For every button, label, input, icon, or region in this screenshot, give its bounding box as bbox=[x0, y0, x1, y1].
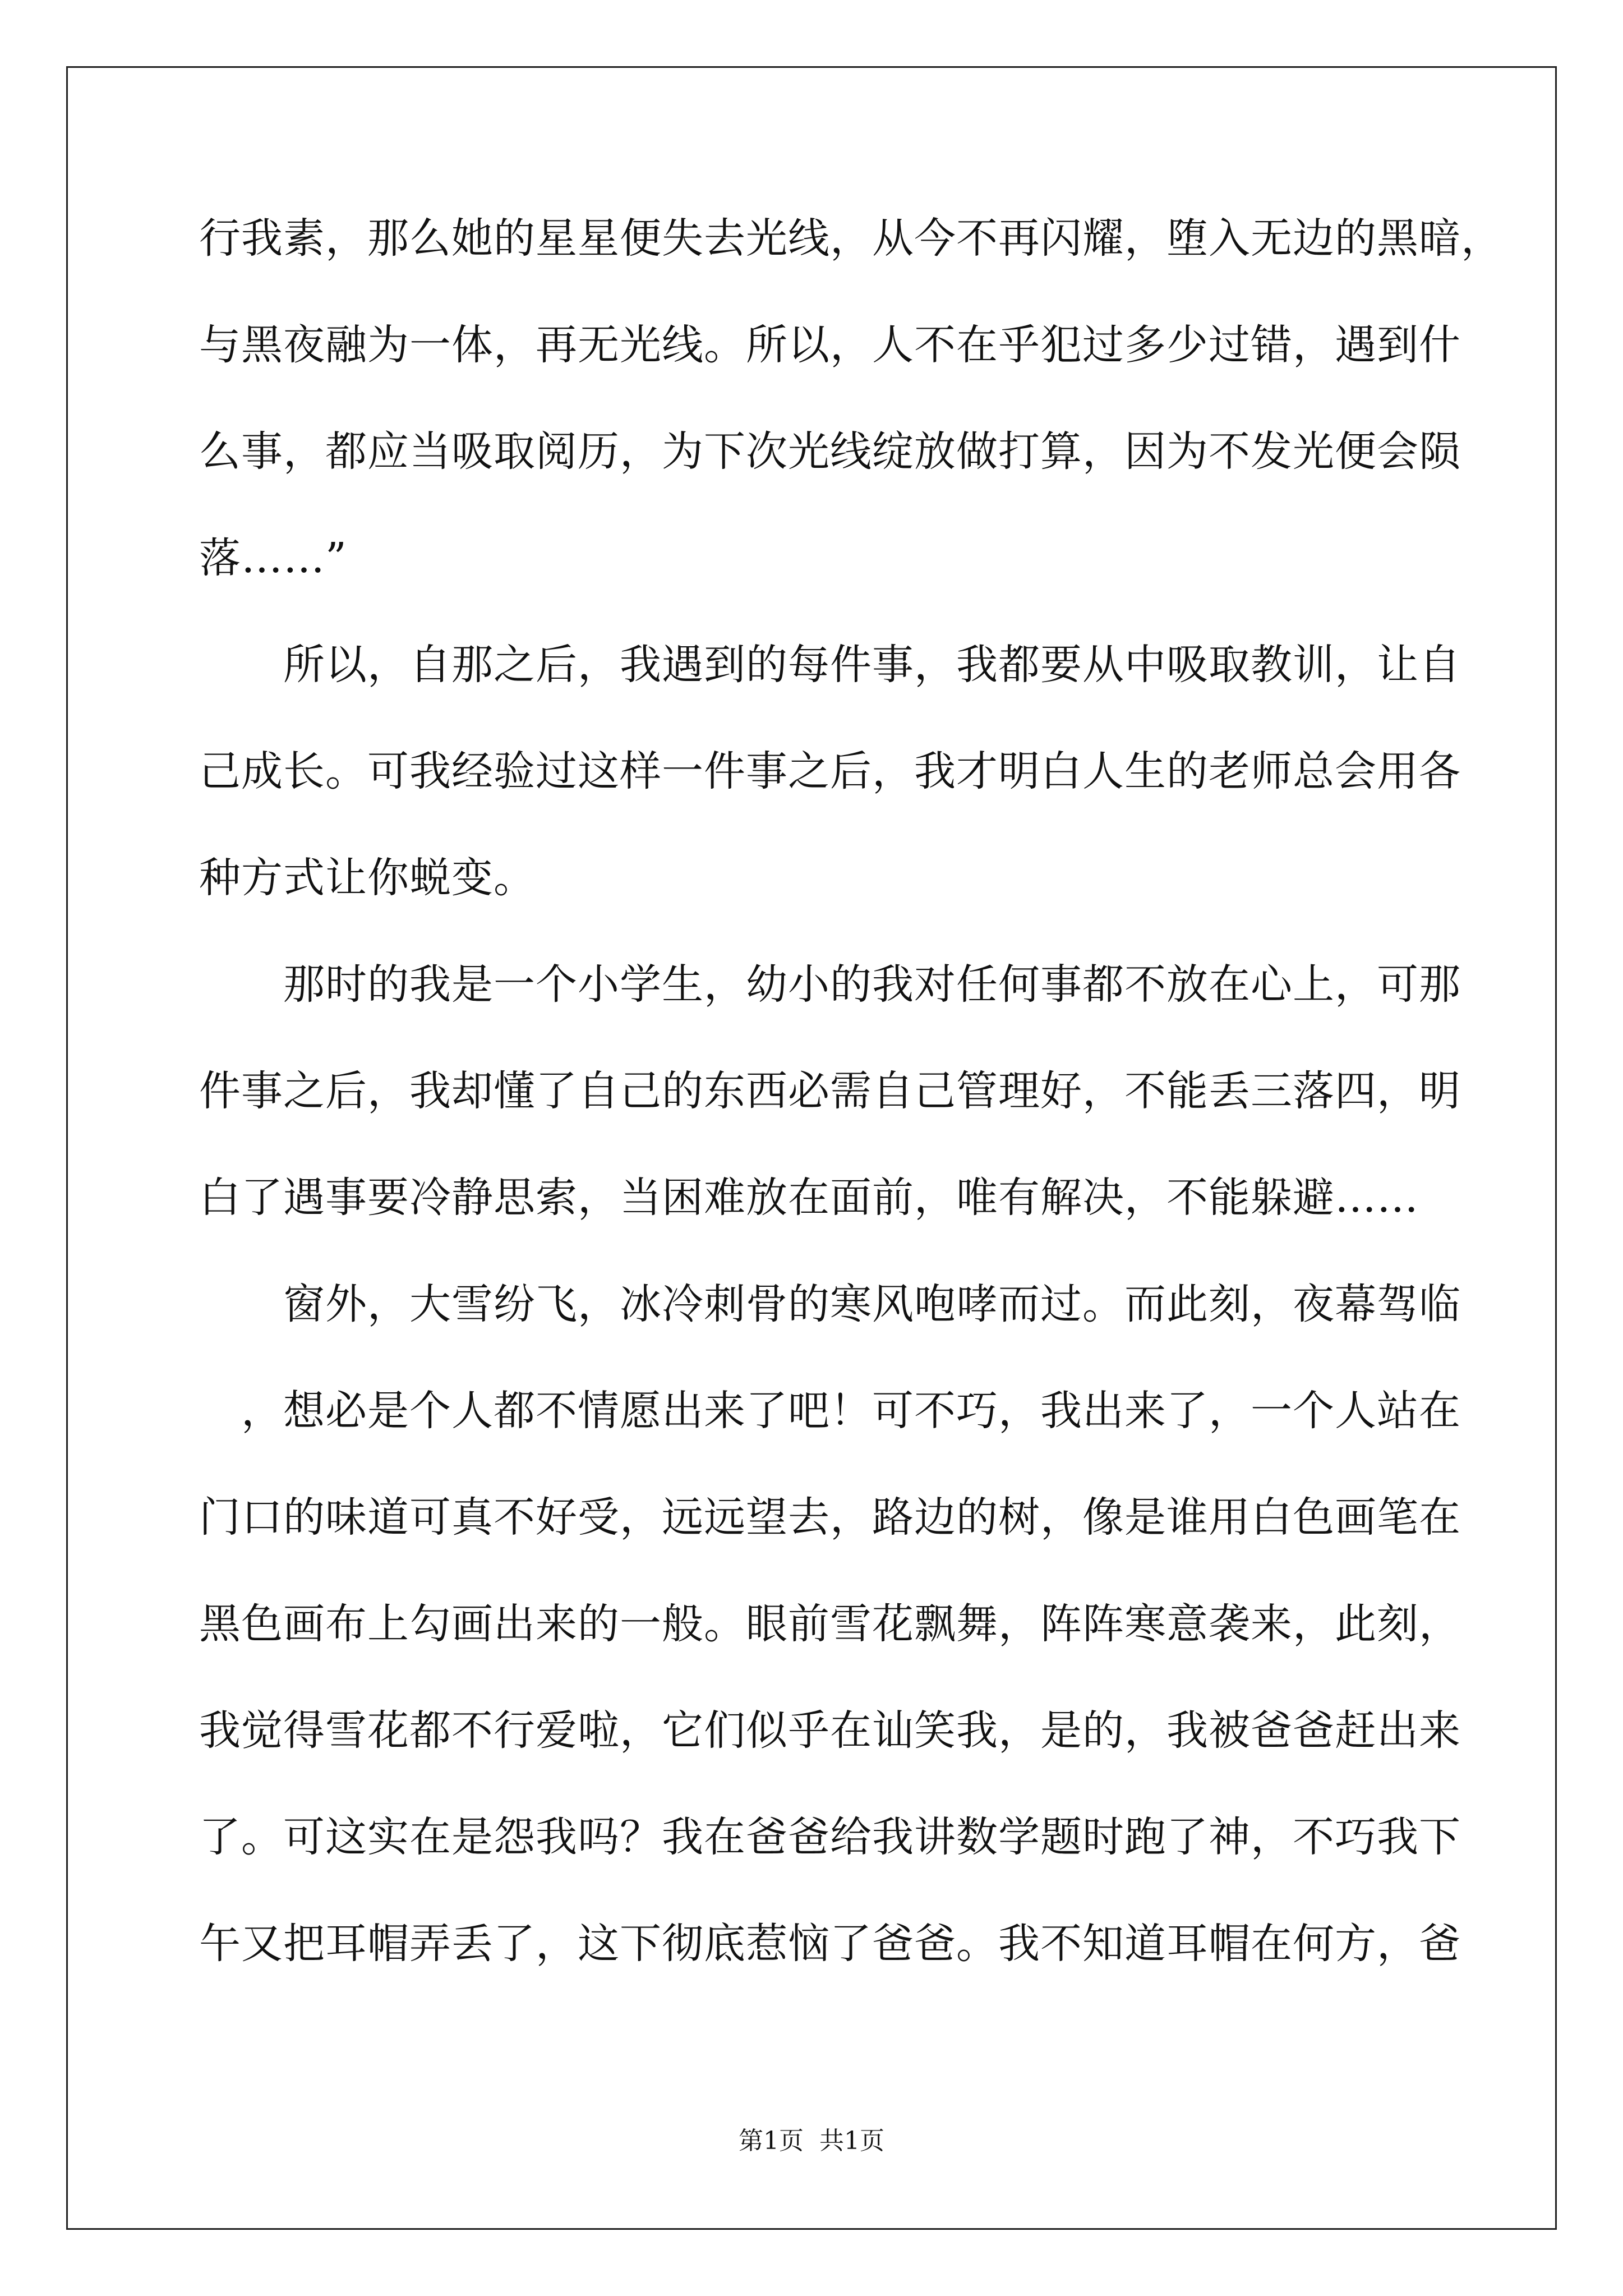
text-line: 黑色画布上勾画出来的一般。眼前雪花飘舞，阵阵寒意袭来，此刻， bbox=[199, 1600, 1461, 1648]
page-number: 第1页 bbox=[739, 2127, 804, 2155]
text-line: 那时的我是一个小学生，幼小的我对任何事都不放在心上，可那 bbox=[199, 960, 1461, 1009]
text-line: 么事，都应当吸取阅历，为下次光线绽放做打算，因为不发光便会陨 bbox=[199, 427, 1461, 476]
text-line: 件事之后，我却懂了自己的东西必需自己管理好，不能丢三落四，明 bbox=[199, 1067, 1461, 1115]
text-line: 所以，自那之后，我遇到的每件事，我都要从中吸取教训，让自 bbox=[199, 641, 1461, 689]
text-line: 与黑夜融为一体，再无光线。所以，人不在乎犯过多少过错，遇到什 bbox=[199, 321, 1461, 369]
text-line: 窗外，大雪纷飞，冰冷刺骨的寒风咆哮而过。而此刻，夜幕驾临 bbox=[199, 1280, 1461, 1328]
text-line: 行我素，那么她的星星便失去光线，从今不再闪耀，堕入无边的黑暗， bbox=[199, 214, 1503, 263]
text-line: 种方式让你蜕变。 bbox=[199, 854, 536, 902]
page-total: 共1页 bbox=[819, 2127, 884, 2155]
text-line: 己成长。可我经验过这样一件事之后，我才明白人生的老师总会用各 bbox=[199, 747, 1461, 795]
text-line: ，想必是个人都不情愿出来了吧！可不巧，我出来了，一个人站在 bbox=[199, 1387, 1461, 1435]
text-line: 门口的味道可真不好受，远远望去，路边的树，像是谁用白色画笔在 bbox=[199, 1493, 1461, 1542]
text-line: 落……” bbox=[199, 534, 347, 582]
text-line: 我觉得雪花都不行爱啦，它们似乎在讪笑我，是的，我被爸爸赶出来 bbox=[199, 1706, 1461, 1755]
page-footer bbox=[0, 2124, 1623, 2158]
document-body bbox=[199, 212, 1503, 2024]
text-line: 午又把耳帽弄丢了，这下彻底惹恼了爸爸。我不知道耳帽在何方，爸 bbox=[199, 1920, 1461, 1968]
text-line: 白了遇事要冷静思索，当困难放在面前，唯有解决，不能躲避…… bbox=[199, 1174, 1419, 1222]
text-line: 了。可这实在是怨我吗？我在爸爸给我讲数学题时跑了神，不巧我下 bbox=[199, 1813, 1461, 1861]
